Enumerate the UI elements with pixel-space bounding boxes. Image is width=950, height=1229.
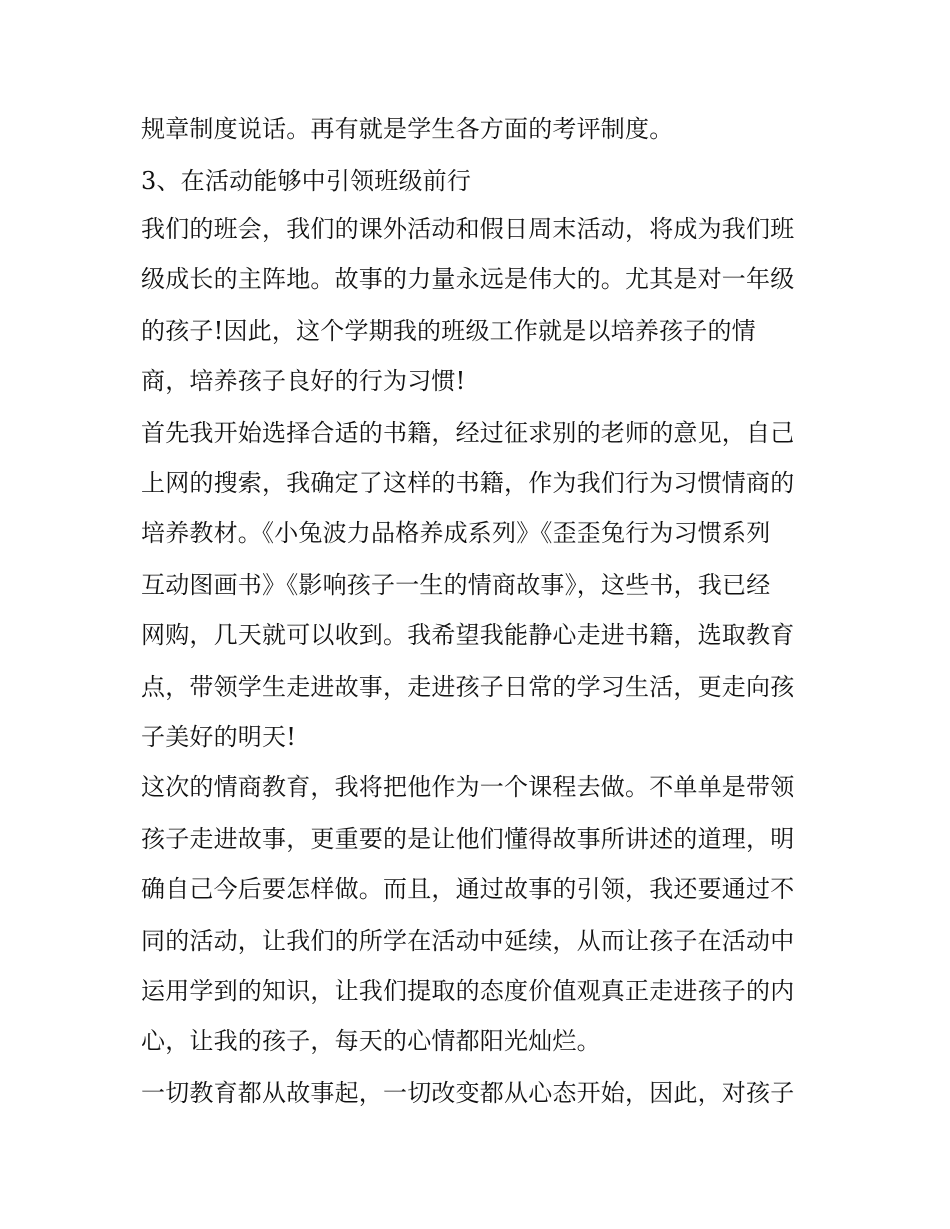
- section-heading: 3、在活动能够中引领班级前行: [141, 167, 472, 195]
- text-line: 这次的情商教育，我将把他作为一个课程去做。不单单是带领: [141, 773, 795, 801]
- text-line: 互动图画书》《影响孩子一生的情商故事》，这些书，我已经: [141, 571, 771, 599]
- text-line: 级成长的主阵地。故事的力量永远是伟大的。尤其是对一年级: [141, 265, 795, 293]
- text-line: 一切教育都从故事起，一切改变都从心态开始，因此，对孩子: [141, 1079, 795, 1107]
- text-line: 商，培养孩子良好的行为习惯!: [141, 367, 466, 395]
- text-line: 确自己今后要怎样做。而且，通过故事的引领，我还要通过不: [141, 875, 795, 903]
- text-line: 同的活动，让我们的所学在活动中延续，从而让孩子在活动中: [141, 927, 795, 955]
- text-line: 首先我开始选择合适的书籍，经过征求别的老师的意见，自己: [141, 419, 795, 447]
- text-line: 我们的班会，我们的课外活动和假日周末活动，将成为我们班: [141, 215, 795, 243]
- text-line: 培养教材。《小兔波力品格养成系列》《歪歪兔行为习惯系列: [141, 519, 771, 547]
- text-line: 的孩子!因此，这个学期我的班级工作就是以培养孩子的情: [141, 317, 756, 345]
- text-line: 网购，几天就可以收到。我希望我能静心走进书籍，选取教育: [141, 621, 795, 649]
- text-line: 运用学到的知识，让我们提取的态度价值观真正走进孩子的内: [141, 977, 795, 1005]
- text-line: 心，让我的孩子，每天的心情都阳光灿烂。: [141, 1027, 601, 1055]
- text-line: 点，带领学生走进故事，走进孩子日常的学习生活，更走向孩: [141, 673, 795, 701]
- text-line: 子美好的明天!: [141, 723, 297, 751]
- text-line: 孩子走进故事，更重要的是让他们懂得故事所讲述的道理，明: [141, 825, 795, 853]
- text-line: 规章制度说话。再有就是学生各方面的考评制度。: [141, 115, 674, 143]
- text-line: 上网的搜索，我确定了这样的书籍，作为我们行为习惯情商的: [141, 469, 795, 497]
